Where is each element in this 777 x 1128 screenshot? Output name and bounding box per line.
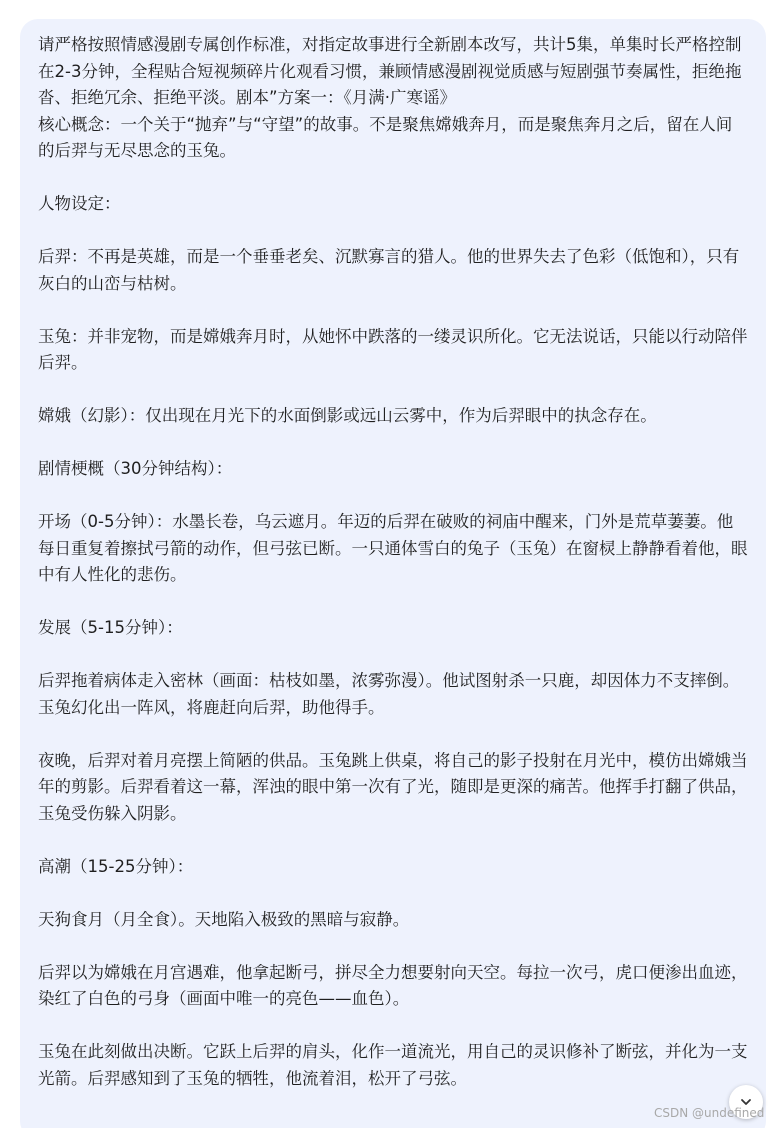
message-paragraph-houyi: 后羿：不再是英雄，而是一个垂垂老矣、沉默寡言的猎人。他的世界失去了色彩（低饱和），只有灰白的山峦与枯树。: [38, 247, 740, 293]
message-paragraph-yutu: 玉兔：并非宠物，而是嫦娥奔月时，从她怀中跌落的一缕灵识所化。它无法说话，只能以行动陪伴后羿。: [38, 326, 748, 372]
message-paragraph-night: 夜晚，后羿对着月亮摆上简陋的供品。玉兔跳上供桌，将自己的影子投射在月光中，模仿出嫦娥当年的剪影。后羿看着这一幕，浑浊的眼中第一次有了光，随即是更深的痛苦。他挥手打翻了供品，玉兔受伤躲入阴影。: [38, 750, 748, 823]
message-paragraph-development-heading: 发展（5-15分钟）：: [38, 618, 183, 637]
message-paragraph-bow: 后羿以为嫦娥在月宫遇难，他拿起断弓，拼尽全力想要射向天空。每拉一次弓，虎口便渗出血迹，染红了白色的弓身（画面中唯一的亮色——血色）。: [38, 962, 748, 1008]
message-paragraph-forest: 后羿拖着病体走入密林（画面：枯枝如墨，浓雾弥漫）。他试图射杀一只鹿，却因体力不支摔倒。玉兔幻化出一阵风，将鹿赶向后羿，助他得手。: [38, 671, 740, 717]
message-paragraph-change: 嫦娥（幻影）：仅出现在月光下的水面倒影或远山云雾中，作为后羿眼中的执念存在。: [38, 406, 657, 425]
watermark: CSDN @undefined: [654, 1106, 765, 1120]
message-paragraph-plot-heading: 剧情梗概（30分钟结构）：: [38, 459, 233, 478]
message-paragraph-sacrifice: 玉兔在此刻做出决断。它跃上后羿的肩头，化作一道流光，用自己的灵识修补了断弦，并化为一支光箭。后羿感知到了玉兔的牺牲，他流着泪，松开了弓弦。: [38, 1042, 748, 1088]
message-paragraph-opening: 开场（0-5分钟）：水墨长卷，乌云遮月。年迈的后羿在破败的祠庙中醒来，门外是荒草萋萋。他每日重复着擦拭弓箭的动作，但弓弦已断。一只通体雪白的兔子（玉兔）在窗棂上静静看着他，眼中有人性化的悲伤。: [38, 512, 748, 584]
message-paragraph-climax-heading: 高潮（15-25分钟）：: [38, 856, 194, 876]
message-paragraph-eclipse: 天狗食月（月全食）。天地陷入极致的黑暗与寂静。: [38, 909, 410, 929]
message-paragraph-characters-heading: 人物设定：: [38, 194, 121, 213]
message-paragraph-request: 请严格按照情感漫剧专属创作标准，对指定故事进行全新剧本改写，共计5集，单集时长严格控制在2-3分钟，全程贴合短视频碎片化观看习惯，兼顾情感漫剧视觉质感与短剧强节奏属性，拒绝拖沓、拒绝冗余、拒绝平淡。剧本”方案一：《月满·广寒谣》 核心概念：一个关于“抛弃”与“守望”的故事。不是聚焦嫦娥奔月，而是聚焦奔月之后，留在人间的后羿与无尽思念的玉兔。: [38, 35, 742, 160]
message-bubble: [20, 19, 766, 1128]
